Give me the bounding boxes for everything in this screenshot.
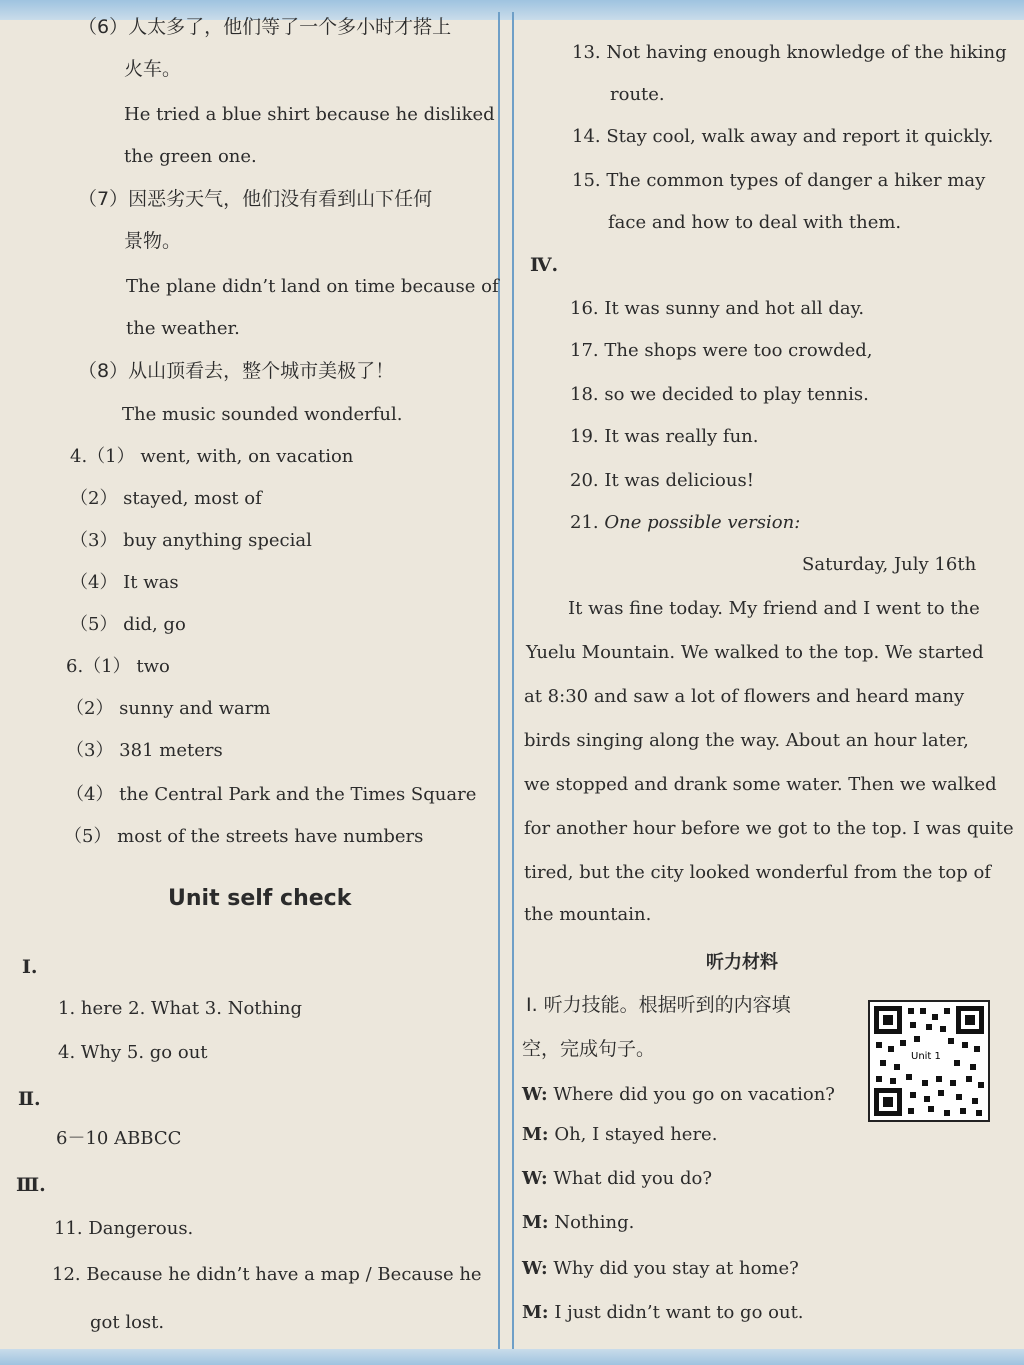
- q6-answer-1: 6.（1） two: [66, 656, 170, 677]
- column-divider-right: [512, 12, 514, 1353]
- item8-chinese: （8）从山顶看去，整个城市美极了！: [78, 360, 395, 382]
- item6-chinese-line1: （6）人太多了，他们等了一个多小时才搭上: [78, 16, 452, 38]
- q14: 14. Stay cool, walk away and report it quickly.: [572, 126, 994, 147]
- essay-line: Yuelu Mountain. We walked to the top. We started: [526, 642, 984, 663]
- dialogue-speaker: W:: [522, 1084, 548, 1105]
- section-3-q12-line1: 12. Because he didn’t have a map / Because he: [52, 1264, 482, 1285]
- essay-line: birds singing along the way. About an hour later,: [524, 730, 969, 751]
- bottom-decorative-band: [0, 1349, 1024, 1365]
- essay-line: we stopped and drank some water. Then we walked: [524, 774, 997, 795]
- section-1-answers-line2: 4. Why 5. go out: [58, 1042, 208, 1063]
- q21-label: One possible version:: [604, 512, 801, 533]
- unit-self-check-heading: Unit self check: [168, 886, 352, 911]
- section-3-q11: 11. Dangerous.: [54, 1218, 194, 1239]
- q4-answer-4: （4） It was: [70, 572, 179, 593]
- essay-line: at 8:30 and saw a lot of flowers and heard many: [524, 686, 965, 707]
- q21-header: [570, 512, 800, 534]
- q4-answer-3: （3） buy anything special: [70, 530, 312, 551]
- listening-intro-line1: Ⅰ. 听力技能。根据听到的内容填: [526, 994, 791, 1016]
- section-3-label: Ⅲ.: [16, 1174, 46, 1196]
- dialogue-line-4: [522, 1212, 634, 1234]
- item7-english-line1: The plane didn’t land on time because of: [126, 276, 499, 297]
- dialogue-speaker: M:: [522, 1302, 549, 1323]
- dialogue-line-2: [522, 1124, 717, 1146]
- q20: 20. It was delicious!: [570, 470, 754, 491]
- section-4-label: Ⅳ.: [530, 254, 559, 276]
- item6-english-line1: He tried a blue shirt because he disliked: [124, 104, 495, 125]
- q18: 18. so we decided to play tennis.: [570, 384, 869, 405]
- q15-line2: face and how to deal with them.: [608, 212, 902, 233]
- essay-date: Saturday, July 16th: [802, 554, 977, 575]
- listening-intro-line2: 空，完成句子。: [522, 1038, 656, 1060]
- dialogue-line-5: [522, 1258, 799, 1280]
- column-divider-left: [498, 12, 500, 1353]
- q13-line2: route.: [610, 84, 665, 105]
- item6-english-line2: the green one.: [124, 146, 257, 167]
- essay-line: the mountain.: [524, 904, 652, 925]
- item7-english-line2: the weather.: [126, 318, 240, 339]
- q6-answer-4: （4） the Central Park and the Times Square: [66, 784, 477, 805]
- essay-line: tired, but the city looked wonderful from the top of: [524, 862, 991, 883]
- dialogue-text: Where did you go on vacation?: [553, 1084, 835, 1105]
- section-1-label: Ⅰ.: [22, 956, 38, 978]
- essay-line: for another hour before we got to the top. I was quite: [524, 818, 1014, 839]
- dialogue-speaker: W:: [522, 1258, 548, 1279]
- dialogue-speaker: M:: [522, 1124, 549, 1145]
- dialogue-text: Oh, I stayed here.: [554, 1124, 718, 1145]
- qr-code[interactable]: [868, 1000, 990, 1122]
- dialogue-speaker: M:: [522, 1212, 549, 1233]
- dialogue-speaker: W:: [522, 1168, 548, 1189]
- item7-chinese-line2: 景物。: [124, 230, 182, 252]
- section-2-answers: 6－10 ABBCC: [56, 1128, 182, 1149]
- item6-chinese-line2: 火车。: [124, 58, 182, 80]
- q21-number: 21.: [570, 512, 599, 533]
- q4-answer-2: （2） stayed, most of: [70, 488, 262, 509]
- qr-code-label: Unit 1: [908, 1050, 944, 1063]
- section-2-label: Ⅱ.: [18, 1088, 41, 1110]
- q16: 16. It was sunny and hot all day.: [570, 298, 865, 319]
- dialogue-text: What did you do?: [553, 1168, 713, 1189]
- q6-answer-2: （2） sunny and warm: [66, 698, 271, 719]
- q4-answer-5: （5） did, go: [70, 614, 186, 635]
- dialogue-text: Nothing.: [554, 1212, 635, 1233]
- dialogue-text: I just didn’t want to go out.: [554, 1302, 804, 1323]
- item7-chinese-line1: （7）因恶劣天气，他们没有看到山下任何: [78, 188, 433, 210]
- q6-answer-5: （5） most of the streets have numbers: [64, 826, 424, 847]
- section-1-answers-line1: 1. here 2. What 3. Nothing: [58, 998, 302, 1019]
- listening-heading: 听力材料: [706, 952, 778, 973]
- q4-answer-1: 4.（1） went, with, on vacation: [70, 446, 354, 467]
- dialogue-line-6: [522, 1302, 804, 1324]
- essay-line: It was fine today. My friend and I went to the: [568, 598, 980, 619]
- dialogue-line-1: [522, 1084, 835, 1106]
- q19: 19. It was really fun.: [570, 426, 759, 447]
- q13-line1: 13. Not having enough knowledge of the hiking: [572, 42, 1007, 63]
- dialogue-text: Why did you stay at home?: [553, 1258, 799, 1279]
- dialogue-line-3: [522, 1168, 712, 1190]
- section-3-q12-line2: got lost.: [90, 1312, 165, 1333]
- q6-answer-3: （3） 381 meters: [66, 740, 223, 761]
- q15-line1: 15. The common types of danger a hiker may: [572, 170, 986, 191]
- q17: 17. The shops were too crowded,: [570, 340, 873, 361]
- item8-english: The music sounded wonderful.: [122, 404, 403, 425]
